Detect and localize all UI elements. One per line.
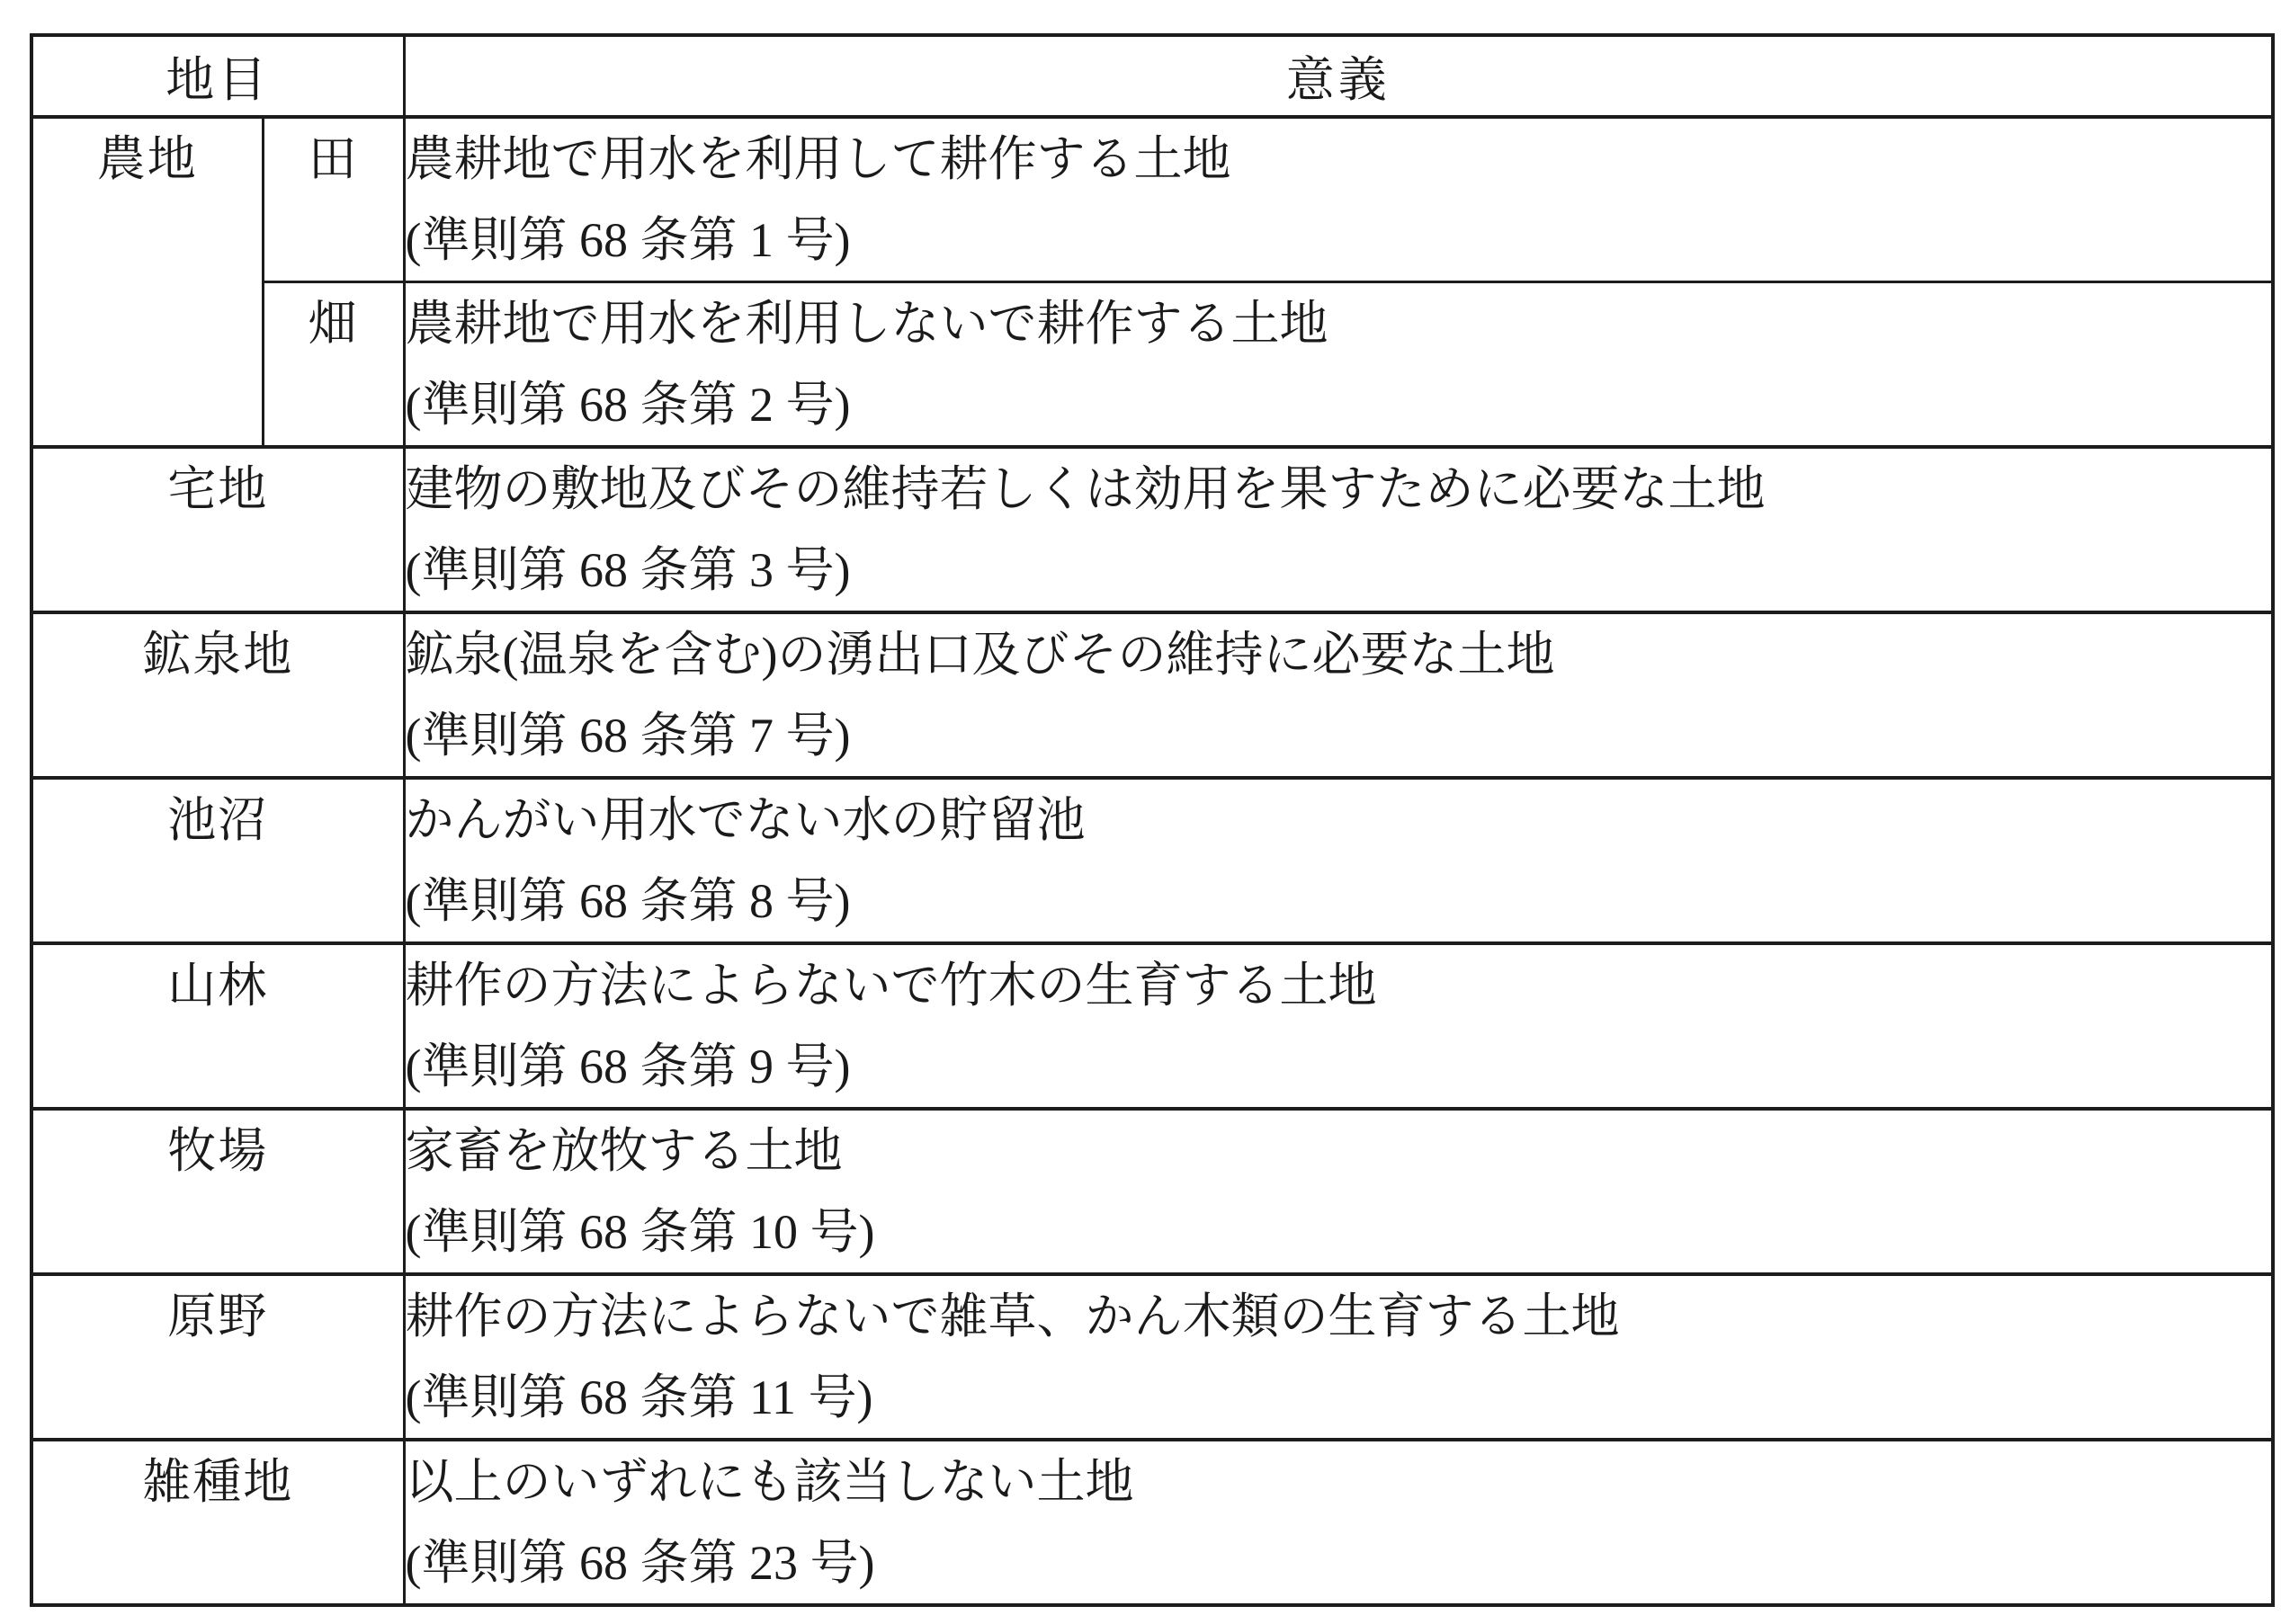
meaning-text: 建物の敷地及びその維持若しくは効用を果すために必要な土地 bbox=[405, 462, 1766, 516]
meaning-text: 耕作の方法によらないで竹木の生育する土地 bbox=[405, 959, 1377, 1013]
table-row-takuchi bbox=[31, 447, 2273, 612]
meaning-cell bbox=[404, 1274, 2273, 1440]
table-row-genya bbox=[31, 1274, 2273, 1440]
citation-text: (準則第 68 条第 8 号) bbox=[405, 874, 851, 928]
meaning-cell bbox=[404, 778, 2273, 943]
meaning-cell bbox=[404, 1440, 2273, 1605]
table-row-kousenchi bbox=[31, 612, 2273, 778]
table-row-chishou bbox=[31, 778, 2273, 943]
meaning-text: かんがい用水でない水の貯留池 bbox=[405, 793, 1086, 847]
meaning-text: 鉱泉(温泉を含む)の湧出口及びその維持に必要な土地 bbox=[405, 628, 1555, 682]
table-row-hatake bbox=[31, 282, 2273, 448]
subcategory-cell-ta: 田 bbox=[263, 117, 404, 282]
table-row-bokujou bbox=[31, 1109, 2273, 1274]
category-cell-genya: 原野 bbox=[31, 1274, 404, 1440]
category-cell-sanrin: 山林 bbox=[31, 943, 404, 1109]
meaning-text: 農耕地で用水を利用しないで耕作する土地 bbox=[405, 297, 1328, 351]
citation-text: (準則第 68 条第 1 号) bbox=[405, 213, 851, 267]
meaning-cell bbox=[404, 117, 2273, 282]
table-row-zasshuchi bbox=[31, 1440, 2273, 1605]
citation-text: (準則第 68 条第 23 号) bbox=[405, 1536, 875, 1590]
table-row-ta bbox=[31, 117, 2273, 282]
category-cell-takuchi: 宅地 bbox=[31, 447, 404, 612]
category-cell-chishou: 池沼 bbox=[31, 778, 404, 943]
meaning-text: 農耕地で用水を利用して耕作する土地 bbox=[405, 132, 1231, 186]
meaning-text: 家畜を放牧する土地 bbox=[405, 1124, 843, 1178]
category-cell-kousenchi: 鉱泉地 bbox=[31, 612, 404, 778]
category-cell-nouchi: 農地 bbox=[31, 117, 263, 447]
meaning-cell bbox=[404, 282, 2273, 448]
citation-text: (準則第 68 条第 3 号) bbox=[405, 543, 851, 597]
citation-text: (準則第 68 条第 7 号) bbox=[405, 709, 851, 763]
header-category: 地目 bbox=[31, 35, 404, 117]
table-header-row bbox=[31, 35, 2273, 117]
meaning-text: 以上のいずれにも該当しない土地 bbox=[405, 1455, 1134, 1509]
category-cell-bokujou: 牧場 bbox=[31, 1109, 404, 1274]
subcategory-cell-hatake: 畑 bbox=[263, 282, 404, 448]
meaning-cell bbox=[404, 1109, 2273, 1274]
meaning-cell bbox=[404, 447, 2273, 612]
meaning-text: 耕作の方法によらないで雑草、かん木類の生育する土地 bbox=[405, 1289, 1620, 1343]
citation-text: (準則第 68 条第 10 号) bbox=[405, 1205, 875, 1259]
citation-text: (準則第 68 条第 11 号) bbox=[405, 1370, 873, 1424]
land-category-table bbox=[30, 33, 2275, 1607]
header-meaning: 意義 bbox=[404, 35, 2273, 117]
meaning-cell bbox=[404, 612, 2273, 778]
meaning-cell bbox=[404, 943, 2273, 1109]
category-cell-zasshuchi: 雑種地 bbox=[31, 1440, 404, 1605]
table-row-sanrin bbox=[31, 943, 2273, 1109]
citation-text: (準則第 68 条第 9 号) bbox=[405, 1040, 851, 1093]
citation-text: (準則第 68 条第 2 号) bbox=[405, 378, 851, 432]
